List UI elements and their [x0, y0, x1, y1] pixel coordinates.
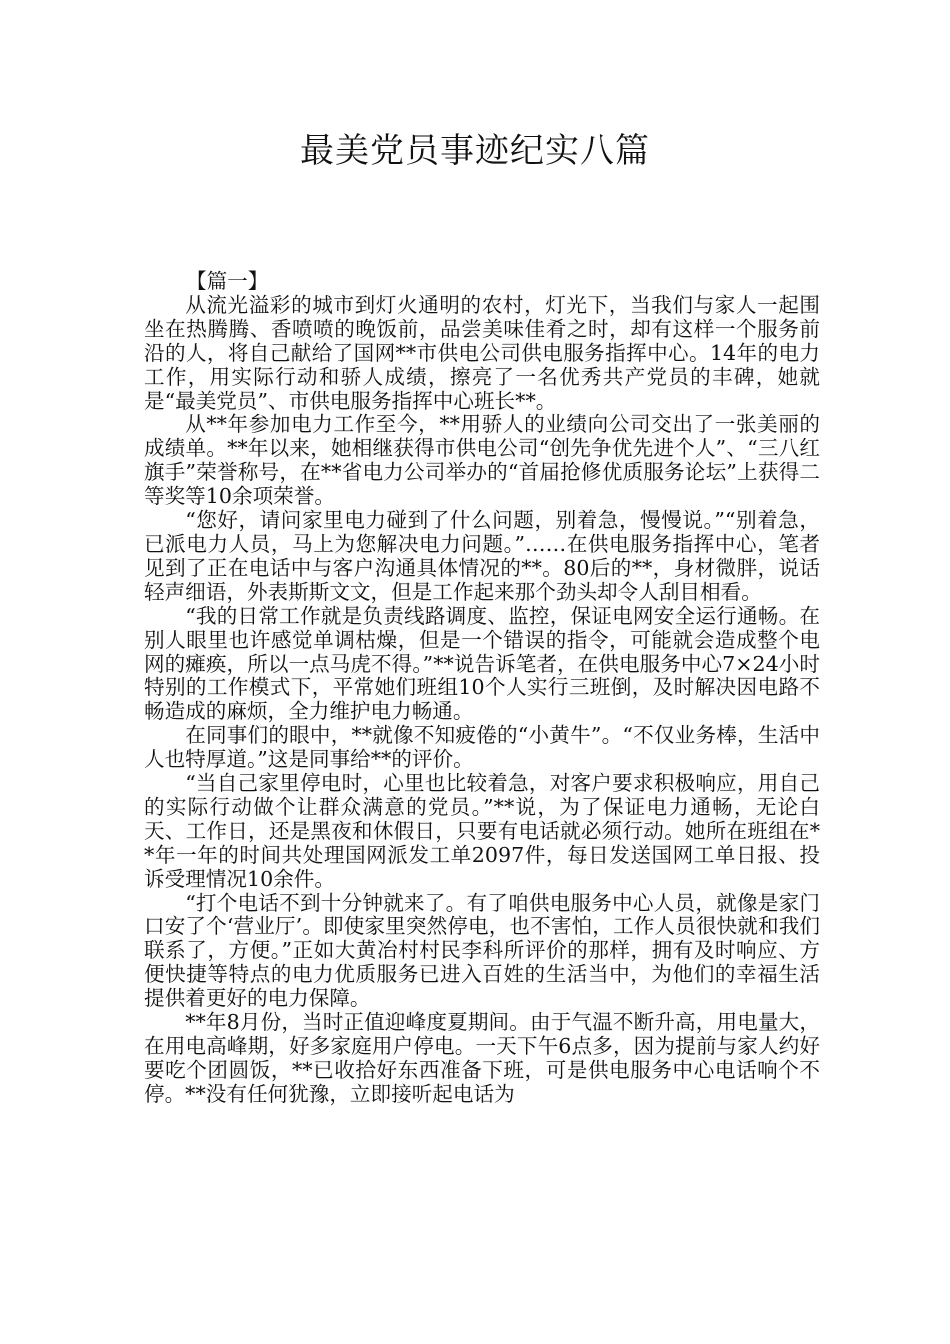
document-title: 最美党员事迹纪实八篇	[300, 131, 650, 171]
document-body	[144, 270, 820, 1107]
paragraph: “当自己家里停电时，心里也比较着急，对客户要求积极响应，用自己的实际行动做个让群众满意的党员。”**说，为了保证电力通畅，无论白天、工作日，还是黑夜和休假日，只要有电话就必须行动。她所在班组在**年一年的时间共处理国网派发工单2097件，每日发送国网工单日报、投诉受理情况10余件。	[144, 771, 820, 891]
section-label: 【篇一】	[186, 269, 269, 293]
paragraph: 从**年参加电力工作至今，**用骄人的业绩向公司交出了一张美丽的成绩单。**年以来，她相继获得市供电公司“创先争优先进个人”、“三八红旗手”荣誉称号，在**省电力公司举办的“首届抢修优质服务论坛”上获得二等奖等10余项荣誉。	[144, 412, 820, 509]
paragraph: “打个电话不到十分钟就来了。有了咱供电服务中心人员，就像是家门口安了个‘营业厅’。即使家里突然停电，也不害怕，工作人员很快就和我们联系了，方便。”正如大黄冶村村民李科所评价的那样，拥有及时响应、方便快捷等特点的电力优质服务已进入百姓的生活当中，为他们的幸福生活提供着更好的电力保障。	[144, 890, 820, 1011]
paragraph: 从流光溢彩的城市到灯火通明的农村，灯光下，当我们与家人一起围坐在热腾腾、香喷喷的晚饭前，品尝美味佳肴之时，却有这样一个服务前沿的人，将自己献给了国网**市供电公司供电服务指挥中心。14年的电力工作，用实际行动和骄人成绩，擦亮了一名优秀共产党员的丰碑，她就是“最美党员”、市供电服务指挥中心班长**。	[144, 292, 820, 413]
paragraph: “我的日常工作就是负责线路调度、监控，保证电网安全运行通畅。在别人眼里也许感觉单调枯燥，但是一个错误的指令，可能就会造成整个电网的瘫痪，所以一点马虎不得。”**说告诉笔者，在供电服务中心7×24小时特别的工作模式下，平常她们班组10个人实行三班倒，及时解决因电路不畅造成的麻烦，全力维护电力畅通。	[144, 603, 820, 724]
paragraph: 在同事们的眼中，**就像不知疲倦的“小黄牛”。“不仅业务棒，生活中人也特厚道。”这是同事给**的评价。	[144, 723, 820, 772]
paragraph: **年8月份，当时正值迎峰度夏期间。由于气温不断升高，用电量大，在用电高峰期，好多家庭用户停电。一天下午6点多，因为提前与家人约好要吃个团圆饭，**已收拾好东西准备下班，可是供电服务中心电话响个不停。**没有任何犹豫，立即接听起电话为	[144, 1010, 820, 1106]
paragraph: “您好，请问家里电力碰到了什么问题，别着急，慢慢说。”“别着急，已派电力人员，马上为您解决电力问题。”……在供电服务指挥中心，笔者见到了正在电话中与客户沟通具体情况的**。80后的**，身材微胖，说话轻声细语，外表斯斯文文，但是工作起来那个劲头却令人刮目相看。	[144, 508, 820, 604]
